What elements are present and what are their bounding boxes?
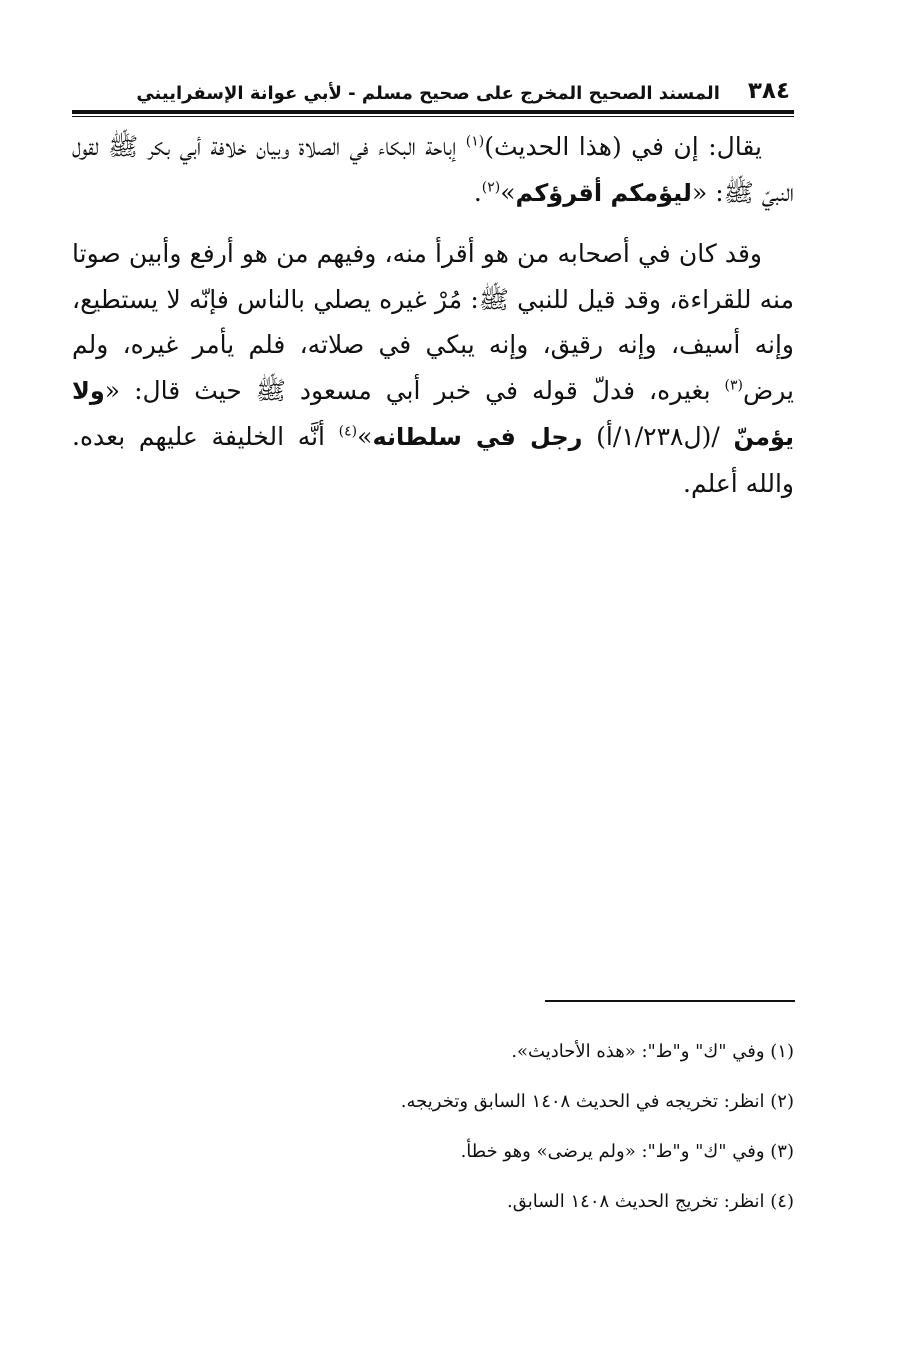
paragraph-2 (72, 231, 794, 506)
footnote-4: (٤) انظر: تخريج الحديث ١٤٠٨ السابق. (507, 1191, 794, 1212)
footnote-ref-3: (٣) (724, 377, 744, 394)
paragraph-1-text-b: إباحة البكاء في الصلاة وبيان خلافة أبي بكر ﷺ لقول النبيّ ﷺ: « (72, 132, 794, 207)
paragraph-2-text-b: بغيره، فدلّ قوله في خبر أبي مسعود ﷺ حيث قال: « (104, 375, 725, 405)
footnote-separator (545, 1000, 795, 1002)
book-title: المسند الصحيح المخرج على صحيح مسلم - لأبي عوانة الإسفراييني (136, 83, 720, 104)
paragraph-1-text-c: » (500, 177, 516, 207)
paragraph-2-text-d: أنَّه الخليفة عليهم بعده. والله أعلم. (72, 422, 794, 498)
footnote-2: (٢) انظر: تخريجه في الحديث ١٤٠٨ السابق وتخريجه. (400, 1091, 794, 1112)
main-text (72, 124, 794, 506)
hadith-quote-part-2: رجل في سلطانه (372, 423, 583, 451)
footnote-ref-2: (٢) (481, 179, 501, 196)
footnotes (72, 1027, 794, 1227)
page-number: ٣٨٤ (747, 78, 790, 104)
footnote-1: (١) وفي "ك" و"ط": «هذه الأحاديث». (511, 1041, 794, 1062)
header-rule-thick (72, 110, 794, 114)
paragraph-1 (72, 124, 794, 216)
paragraph-2-text-c: » (357, 422, 373, 451)
hadith-quote: ليؤمكم أقرؤكم (515, 178, 692, 207)
running-header (136, 70, 790, 104)
paragraph-1-text-a: يقال: إن في (هذا الحديث) (484, 132, 762, 161)
footnote-ref-4: (٤) (338, 423, 358, 440)
paragraph-2-text-a: وقد كان في أصحابه من هو أقرأ منه، وفيهم من هو أرفع وأبين صوتا منه للقراءة، وقد قيل للنبي ﷺ: مُرْ غيره يصلي بالناس فإنّه لا يستطيع، وإنه أسيف، وإنه رقيق، وإنه يبكي في صلاته، فلم يأمر غيره، ولم يرض (72, 239, 794, 405)
hadith-quote-part-1: ولا يؤمنّ (72, 376, 794, 451)
manuscript-reference: /(ل١/٢٣٨/أ) (582, 422, 734, 451)
footnote-ref-1: (١) (465, 133, 485, 150)
footnote-3: (٣) وفي "ك" و"ط": «ولم يرضى» وهو خطأ. (460, 1141, 794, 1162)
header-rule-thin (72, 116, 794, 117)
paragraph-1-text-d: . (473, 177, 482, 207)
